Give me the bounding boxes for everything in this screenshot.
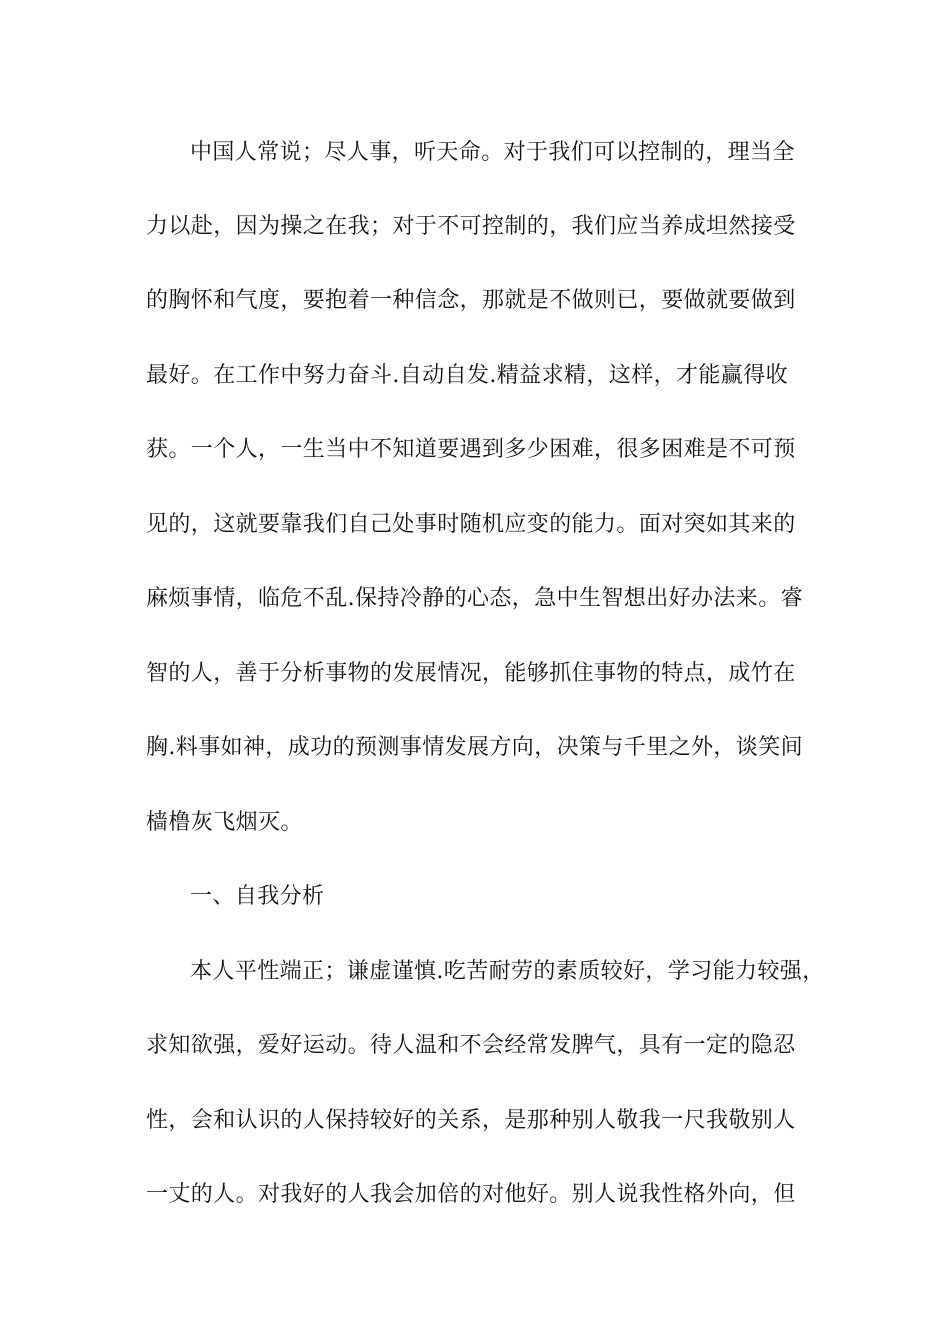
paragraph-1-line-5: 获。一个人，一生当中不知道要遇到多少困难，很多困难是不可预 (146, 437, 796, 462)
paragraph-1-line-4: 最好。在工作中努力奋斗.自动自发.精益求精，这样，才能赢得收 (146, 363, 788, 388)
paragraph-1-line-2: 力以赴，因为操之在我；对于不可控制的，我们应当养成坦然接受 (146, 214, 796, 239)
paragraph-1-line-8: 智的人，善于分析事物的发展情况，能够抓住事物的特点，成竹在 (146, 661, 796, 686)
paragraph-2-line-4: 一丈的人。对我好的人我会加倍的对他好。别人说我性格外向，但 (146, 1182, 796, 1207)
paragraph-1-line-1: 中国人常说；尽人事，听天命。对于我们可以控制的，理当全 (190, 140, 795, 165)
paragraph-2-line-2: 求知欲强，爱好运动。待人温和不会经常发脾气，具有一定的隐忍 (146, 1033, 796, 1058)
section-heading: 一、自我分析 (190, 884, 325, 909)
paragraph-1-line-6: 见的，这就要靠我们自己处事时随机应变的能力。面对突如其来的 (146, 512, 796, 537)
paragraph-1-line-10: 樯橹灰飞烟灭。 (146, 810, 303, 835)
paragraph-1-line-7: 麻烦事情，临危不乱.保持冷静的心态，急中生智想出好办法来。睿 (146, 586, 803, 611)
paragraph-1-line-3: 的胸怀和气度，要抱着一种信念，那就是不做则已，要做就要做到 (146, 288, 796, 313)
paragraph-2-line-3: 性，会和认识的人保持较好的关系，是那种别人敬我一尺我敬别人 (146, 1108, 796, 1133)
paragraph-2-line-1: 本人平性端正；谦虚谨慎.吃苦耐劳的素质较好，学习能力较强， (190, 959, 825, 984)
paragraph-1-line-9: 胸.料事如神，成功的预测事情发展方向，决策与千里之外，谈笑间 (146, 735, 803, 760)
